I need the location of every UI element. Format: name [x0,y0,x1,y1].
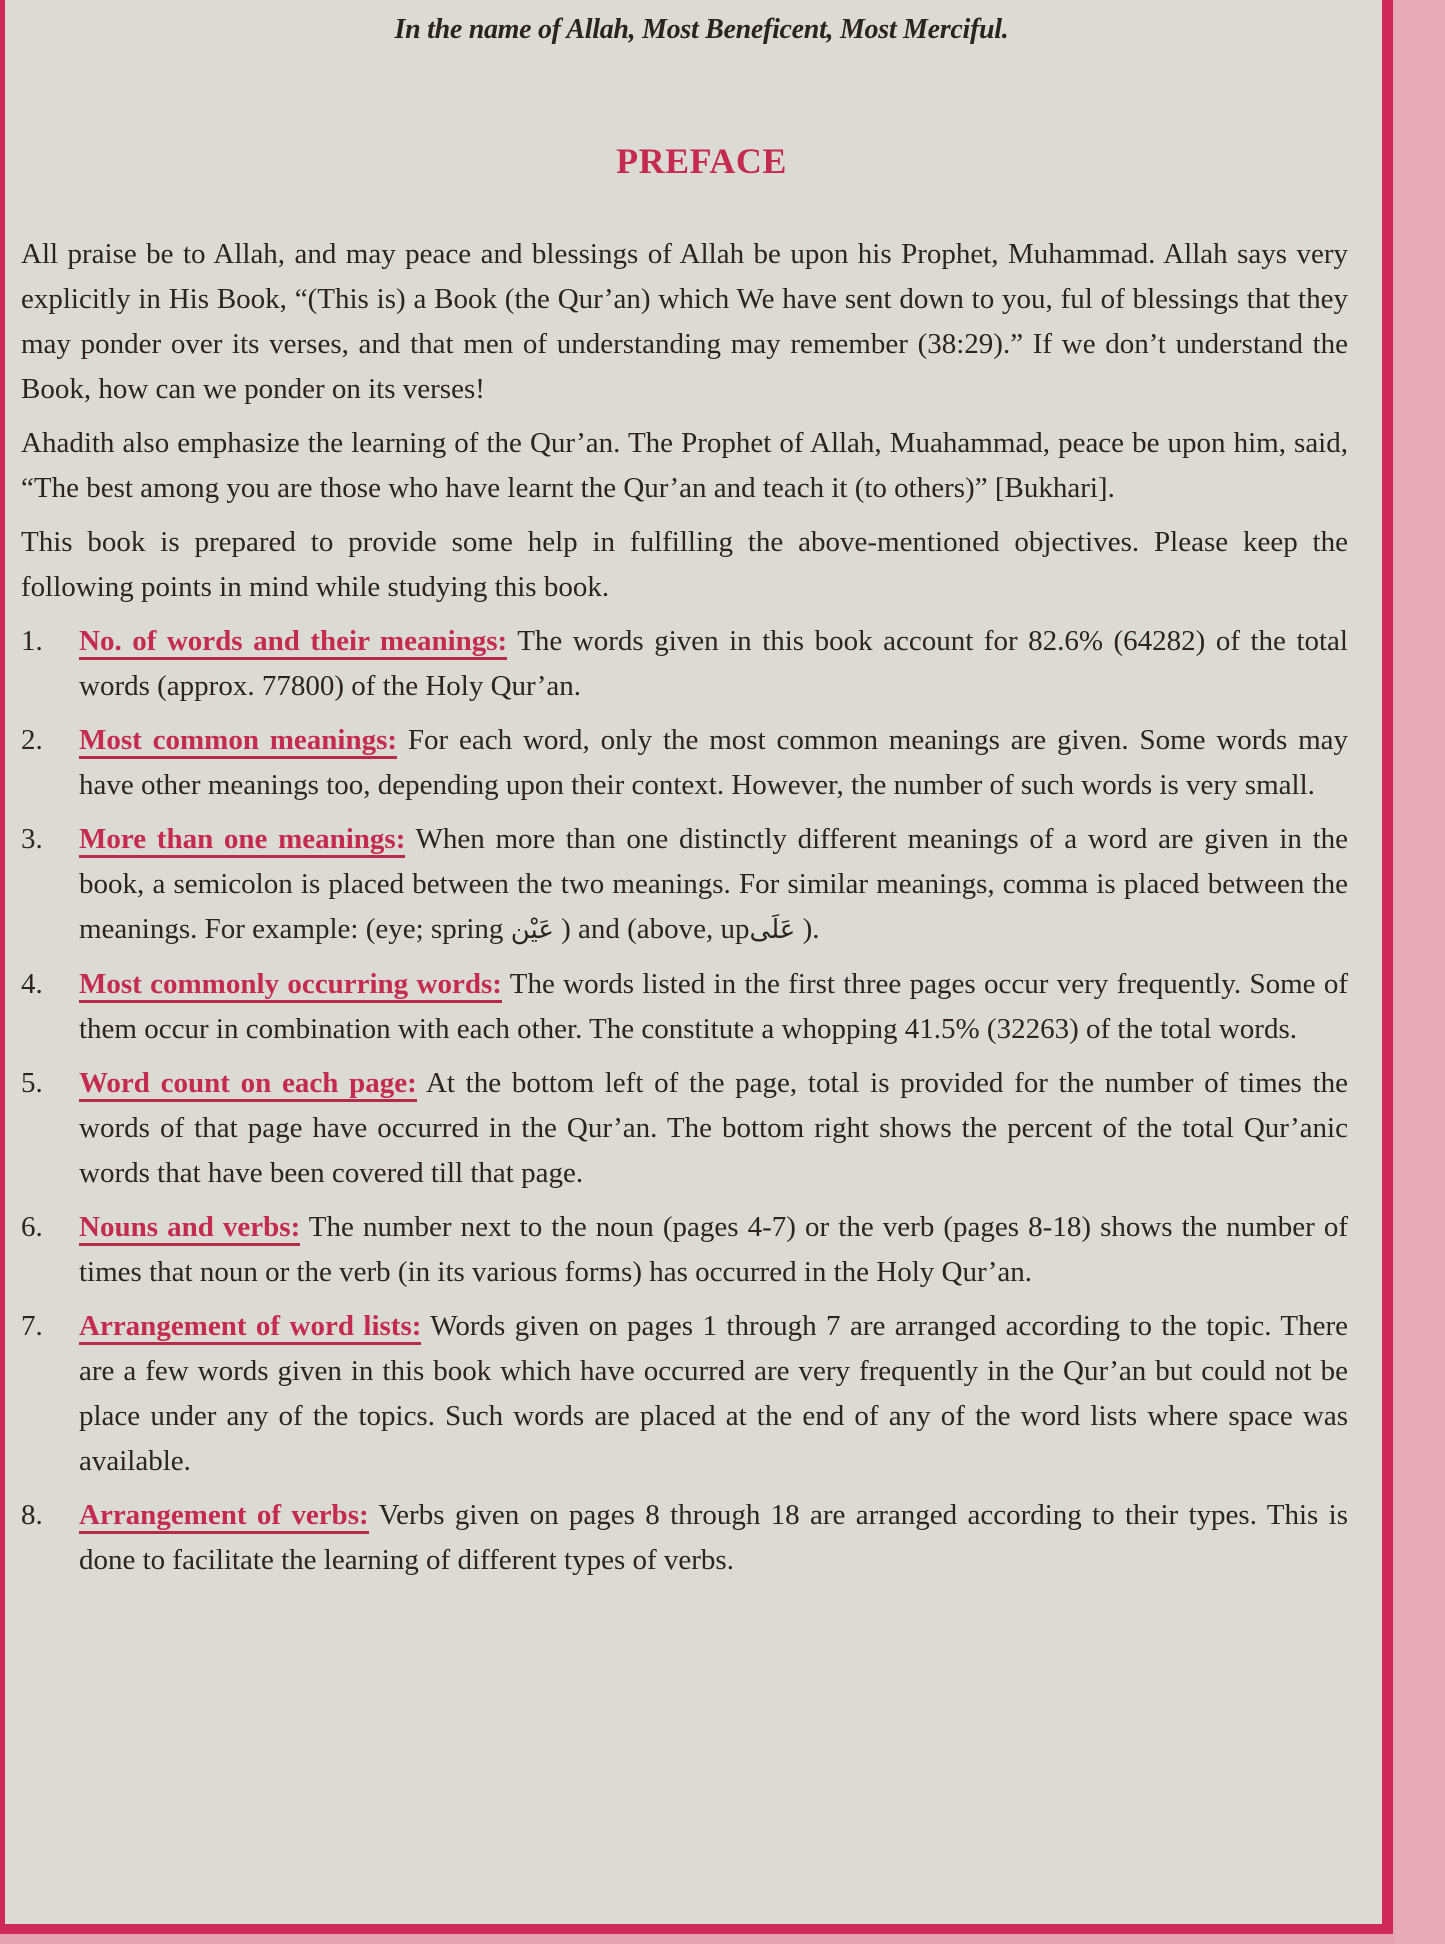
item-number: 1. [21,625,43,657]
arabic-word-ayn: عَيْن [510,915,554,945]
item-number: 6. [21,1211,43,1243]
item-label: Word count on each page: [79,1067,417,1102]
item-text: Verbs given on pages 8 through 18 are arranged according to their types. This is done to facilitate the learning of different types of verbs. [79,1499,1348,1576]
list-item [21,1304,1348,1484]
list-item [21,619,1348,709]
item-label: Most commonly occurring words: [79,968,502,1003]
list-item [21,1205,1348,1295]
item-number: 7. [21,1310,43,1342]
list-item [21,718,1348,808]
item-number: 8. [21,1499,43,1531]
item-label: Arrangement of verbs: [79,1499,369,1534]
item-text: The number next to the noun (pages 4-7) or the verb (pages 8-18) shows the number of times that noun or the verb (in its various forms) has occurred in the Holy Qur’an. [79,1211,1349,1288]
item-text: For each word, only the most common meanings are given. Some words may have other meanings too, depending upon their context. However, the number of such words is very small. [79,724,1348,801]
list-item [21,1061,1348,1196]
item-text: When more than one distinctly different meanings of a word are given in the book, a semicolon is placed between the two meanings. For similar meanings, comma is placed between the meanings. For example: (eye; spring [79,823,1348,945]
item-number: 4. [21,968,43,1000]
paragraph-intro: All praise be to Allah, and may peace and blessings of Allah be upon his Prophet, Muhammad. Allah says very explicitly in His Book, “(This is) a Book (the Qur’an) which We have sent down to you, ful of blessings that they may ponder over its verses, and that men of understanding may remember (38:29).” If we don’t understand the Book, how can we ponder on its verses! [21,238,1348,405]
item-text: ). [802,913,820,945]
item-label: Arrangement of word lists: [79,1310,421,1345]
list-item [21,1493,1348,1583]
item-label: Most common meanings: [79,724,397,759]
points-list [21,619,1348,1583]
item-text: The words listed in the first three pages occur very frequently. Some of them occur in combination with each other. The constitute a whopping 41.5% (32263) of the total words. [79,968,1349,1045]
item-label: No. of words and their meanings: [79,625,507,660]
bismillah-heading: In the name of Allah, Most Beneficent, Most Merciful. [394,14,1009,45]
item-number: 5. [21,1067,43,1099]
item-label: More than one meanings: [79,823,405,858]
item-text: The words given in this book account for 82.6% (64282) of the total words (approx. 77800) of the Holy Qur’an. [79,625,1348,702]
list-item [21,962,1348,1052]
list-item [21,817,1348,953]
item-label: Nouns and verbs: [79,1211,300,1246]
page-margin [1395,0,1445,1944]
page-title: PREFACE [616,141,787,181]
item-number: 2. [21,724,43,756]
preface-body [21,232,1348,1592]
paragraph-purpose: This book is prepared to provide some help in fulfilling the above-mentioned objectives. Please keep the following points in mind while studying this book. [21,526,1348,603]
item-text: At the bottom left of the page, total is provided for the number of times the words of that page have occurred in the Qur’an. The bottom right shows the percent of the total Qur’anic words that have been covered till that page. [79,1067,1349,1189]
item-text: ) and (above, up [561,913,750,945]
arabic-word-ala: عَلَى [749,915,796,945]
paragraph-ahadith: Ahadith also emphasize the learning of the Qur’an. The Prophet of Allah, Muahammad, peace be upon him, said, “The best among you are those who have learnt the Qur’an and teach it (to others)” [Bukhari]. [21,427,1348,504]
item-text: Words given on pages 1 through 7 are arranged according to the topic. There are a few words given in this book which have occurred are very frequently in the Qur’an but could not be place under any of the topics. Such words are placed at the end of any of the word lists where space was available. [79,1310,1348,1477]
item-number: 3. [21,823,43,855]
